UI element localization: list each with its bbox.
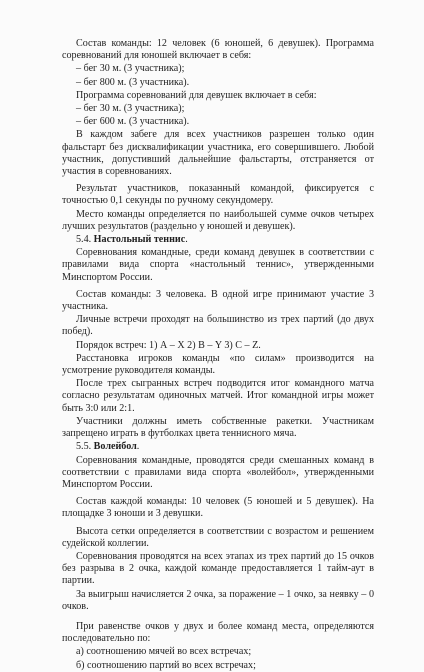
paragraph-team-place: Место команды определяется по наибольшей сумме очков четырех лучших результатов (раздельно у юношей и девушек). bbox=[62, 208, 374, 232]
section-title: Волейбол bbox=[93, 441, 137, 453]
paragraph: Личные встречи проходят на большинство из трех партий (до двух побед). bbox=[62, 314, 374, 338]
section-heading-table-tennis: 5.4. Настольный теннис. bbox=[76, 234, 188, 246]
paragraph: Расстановка игроков команды «по силам» производится на усмотрение руководителя команды. bbox=[62, 352, 374, 377]
list-item: а) соотношению мячей во всех встречах; bbox=[76, 646, 252, 658]
paragraph: После трех сыгранных встреч подводится итог командного матча согласно результатам одиночных матчей. Итог командной игры может быть 3:0 или 2:1. bbox=[62, 378, 374, 414]
list-item: – бег 600 м. (3 участника). bbox=[76, 116, 190, 128]
paragraph: Участники должны иметь собственные ракетки. Участникам запрещено играть в футболках цвета теннисного мяча. bbox=[62, 415, 374, 440]
paragraph: Соревнования командные, проводятся среди смешанных команд в соответствии с правилами вида спорта «волейбол», утвержденными Минспортом России. bbox=[62, 454, 374, 490]
paragraph: Состав каждой команды: 10 человек (5 юношей и 5 девушек). На площадке 3 юноши и 3 девушки. bbox=[62, 496, 374, 520]
paragraph: При равенстве очков у двух и более команд места, определяются последовательно по: bbox=[62, 620, 374, 645]
section-number: 5.4. bbox=[76, 234, 92, 246]
paragraph: За выигрыш начисляется 2 очка, за поражение – 1 очко, за неявку – 0 очков. bbox=[62, 588, 374, 612]
paragraph: Высота сетки определяется в соответствии с возрастом и решением судейской коллегии. bbox=[62, 525, 374, 549]
paragraph: Соревнования командные, среди команд девушек в соответствии с правилами вида спорта «настольный теннис», утвержденными Минспортом России. bbox=[62, 247, 374, 283]
section-number: 5.5. bbox=[76, 441, 92, 453]
paragraph-false-start: В каждом забеге для всех участников разрешен только один фальстарт без дисквалификации участника, его совершившего. Любой участник, допустивший дальнейшие фальстарты, отстраняется от участия в соревнованиях. bbox=[62, 129, 374, 178]
list-item: б) соотношению партий во всех встречах; bbox=[76, 659, 256, 671]
paragraph-girls-program: Программа соревнований для девушек включает в себя: bbox=[76, 89, 317, 101]
list-item: – бег 30 м. (3 участника); bbox=[76, 103, 185, 115]
paragraph: Соревнования проводятся на всех этапах из трех партий до 15 очков без разрыва в 2 очка, каждой команде предоставляется 1 тайм-аут в партии. bbox=[62, 550, 374, 587]
paragraph: Порядок встреч: 1) А – Х 2) В – Y 3) С – Z. bbox=[76, 339, 261, 351]
paragraph-team-composition: Состав команды: 12 человек (6 юношей, 6 девушек). Программа соревнований для юношей включает в себя: bbox=[62, 38, 374, 62]
paragraph: Состав команды: 3 человека. В одной игре принимают участие 3 участника. bbox=[62, 288, 374, 313]
list-item: – бег 800 м. (3 участника). bbox=[76, 76, 190, 88]
section-title: Настольный теннис bbox=[93, 234, 186, 246]
paragraph-timing: Результат участников, показанный командой, фиксируется с точностью 0,1 секунды по ручному секундомеру. bbox=[62, 183, 374, 207]
section-heading-volleyball: 5.5. Волейбол. bbox=[76, 441, 140, 453]
list-item: – бег 30 м. (3 участника); bbox=[76, 63, 185, 75]
